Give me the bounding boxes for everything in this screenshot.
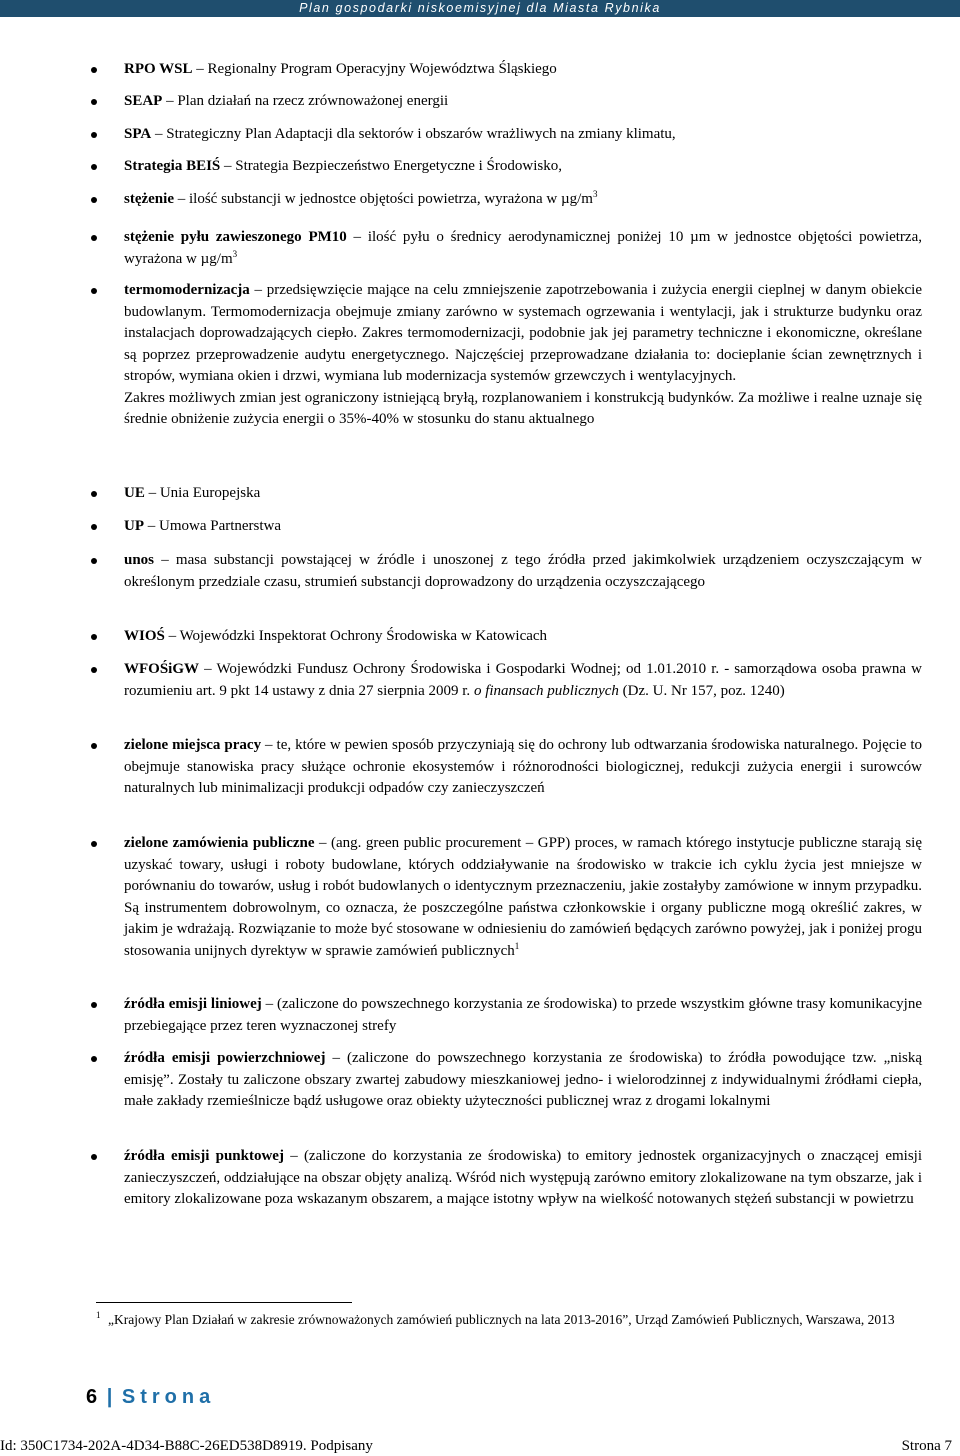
glossary-item-zielone-zamowienia: zielone zamówienia publiczne – (ang. green public procurement – GPP) proces, w ramach którego instytucje publiczne starają się uzyskać towary, usługi i roboty budowlane, których oddziaływanie na środowisko w trakcie ich cyklu życia jest mniejsze w porównaniu do towarów, usług i robót budowlanych o identycznym przeznaczeniu, jakie zostałyby zamówione w innym przypadku. Są instrumentem dobrowolnym, co oznacza, że poszczególne państwa członkowskie i organy publiczne mogą określić zakres, w jakim je wdrażają. Rozwiązanie to może być stosowane w odniesieniu do zamówień będących zarówno powyżej, jak i poniżej progu stosowania unijnych dyrektyw w sprawie zamówień publicznych$^1$ [124,833,922,962]
definition: te, które w pewien sposób przyczyniają się do ochrony lub odtwarzania środowiska naturalnego. Pojęcie to obejmuje stanowiska pracy służące ochronie ekosystemów i różnorodności biologicznej, redukcji zużycia energii i surowców naturalnych lub minimalizacji produkcji odpadów czy zanieczyszczeń [124,737,923,796]
page-indicator: Strona 7 [901,1438,952,1454]
term: UE [124,485,145,501]
footer-separator: | [106,1386,113,1408]
document-header: Plan gospodarki niskoemisyjnej dla Miasta Rybnika [0,0,960,17]
footnote [96,1310,926,1329]
glossary-item-strategia-beis: Strategia BEIŚ – Strategia Bezpieczeństwo Energetyczne i Środowisko, [124,156,922,178]
footnote-reference[interactable]: 1 [514,940,520,951]
bullet [91,558,97,564]
term: źródła emisji powierzchniowej [124,1050,326,1066]
footnote-text: „Krajowy Plan Działań w zakresie zrównoważonych zamówień publicznych na lata 2013-2016”, Urząd Zamówień Publicznych, Warszawa, 2013 [108,1312,895,1327]
glossary-item-emisja-powierzchniowa: źródła emisji powierzchniowej – (zaliczone do powszechnego korzystania ze środowiska) to źródła powodujące tzw. „niską emisję”. Zostały tu zaliczone obszary zwartej zabudowy mieszkaniowej jedno- i wielorodzinnej z indywidualnymi źródłami ciepła, małe zakłady rzemieślnicze bądź usługowe oraz obiekty użyteczności publicznej wraz z drogami lokalnymi [124,1048,922,1113]
definition: Strategiczny Plan Adaptacji dla sektorów i obszarów wrażliwych na zmiany klimatu, [166,126,676,142]
definition: (zaliczone do korzystania ze środowiska) to emitory jednostek organizacyjnych o znaczącej emisji zanieczyszczeń, oddziałujące na obszar objęty analizą. Wśród nich występują zarówno emitory zlokalizowane na tym obszarze, jak i emitory zlokalizowane poza wskazanym obszarem, a mające istotny wpływ na wielkość notowanych stężeń substancji w powietrzu [124,1148,922,1207]
footnote-mark: 1 [96,1310,101,1320]
signature-id-line [0,1437,960,1455]
glossary-item-stezenie: stężenie – ilość substancji w jednostce objętości powietrza, wyrażona w $\mu g/m^3$ [124,189,922,211]
term: stężenie [124,191,174,207]
definition: (ang. green public procurement – GPP) proces, w ramach którego instytucje publiczne starają się uzyskać towary, usługi i roboty budowlane, których oddziaływanie na środowisko w trakcie ich cyklu życia jest mniejsze w porównaniu do towarów, usług i robót budowlanych o identycznym przeznaczeniu, jakie zostałyby zamówione w innym przypadku. Są instrumentem dobrowolnym, co oznacza, że poszczególne państwa członkowskie i organy publiczne mogą określić zakres, w jakim je wdrażają. Rozwiązanie to może być stosowane w odniesieniu do zamówień będących zarówno powyżej, jak i poniżej progu stosowania unijnych dyrektyw w sprawie zamówień publicznych [124,835,922,959]
definition: Unia Europejska [159,485,261,501]
glossary-item-unos: unos – masa substancji powstającej w źródle i unoszonej z tego źródła przed jakimkolwiek urządzeniem oczyszczającym w określonym przedziale czasu, strumień substancji doprowadzony do urządzenia oczyszczającego [124,550,922,593]
term: UP [124,518,144,534]
term: stężenie pyłu zawieszonego PM10 [124,229,347,245]
bullet [91,67,97,73]
definition-continuation: Zakres możliwych zmian jest ograniczony istniejącą bryłą, rozplanowaniem i konstrukcją budynków. Za możliwe i realne uznaje się średnie obniżenie zużycia energii o 35%-40% w stosunku do stanu aktualnego [124,389,922,427]
glossary-item-seap: SEAP – Plan działań na rzecz zrównoważonej energii [124,91,922,113]
definition: Strategia Bezpieczeństwo Energetyczne i Środowisko, [235,158,562,174]
term: RPO WSL [124,61,193,77]
bullet [91,667,97,673]
glossary-item-wfosigw: WFOŚiGW – Wojewódzki Fundusz Ochrony Środowiska i Gospodarki Wodnej; od 1.01.2010 r. - samorządowa osoba prawna w rozumieniu art. 9 pkt 14 ustawy z dnia 27 sierpnia 2009 r. o finansach publicznych (Dz. U. Nr 157, poz. 1240) [124,659,922,702]
glossary-item-termomodernizacja: termomodernizacja – przedsięwzięcie mające na celu zmniejszenie zapotrzebowania i zużycia energii cieplnej w danym obiekcie budowlanym. Termomodernizacja obejmuje zmiany zarówno w systemach ogrzewania i wentylacji, jak i strukturze budynku oraz instalacjach doprowadzających ciepło. Zakres termomodernizacji, podobnie jak jej parametry techniczne i ekonomiczne, określane są poprzez przeprowadzenie audytu energetycznego. Najczęściej przeprowadzane działania to: docieplanie ścian zewnętrznych i stropów, wymiana okien i drzwi, wymiana lub modernizacja systemów grzewczych i wentylacyjnych. Zakres możliwych zmian jest ograniczony istniejącą bryłą, rozplanowaniem i konstrukcją budynków. Za możliwe i realne uznaje się średnie obniżenie zużycia energii o 35%-40% w stosunku do stanu aktualnego [124,280,922,431]
definition: Umowa Partnerstwa [159,518,282,534]
glossary-item-stezenie-pm10: stężenie pyłu zawieszonego PM10 – ilość pyłu o średnicy aerodynamicznej poniżej 10 µm w jednostce objętości powietrza, wyrażona w $\mu g/m^3$ [124,227,922,270]
term: termomodernizacja [124,282,250,298]
definition: Wojewódzki Fundusz Ochrony Środowiska i Gospodarki Wodnej; od 1.01.2010 r. - samorządowa osoba prawna w rozumieniu art. 9 pkt 14 ustawy z dnia 27 sierpnia 2009 r. [124,661,922,699]
term: zielone zamówienia publiczne [124,835,315,851]
glossary-item-wios: WIOŚ – Wojewódzki Inspektorat Ochrony Środowiska w Katowicach [124,626,922,648]
glossary-item-spa: SPA – Strategiczny Plan Adaptacji dla sektorów i obszarów wrażliwych na zmiany klimatu, [124,124,922,146]
definition: (zaliczone do powszechnego korzystania ze środowiska) to źródła powodujące tzw. „niską emisję”. Zostały tu zaliczone obszary zwartej zabudowy mieszkaniowej jedno- i wielorodzinnej z indywidualnymi źródłami ciepła, małe zakłady rzemieślnicze bądź usługowe oraz obiekty użyteczności publicznej wraz z drogami lokalnymi [124,1050,922,1109]
glossary-item-up: UP – Umowa Partnerstwa [124,516,922,538]
bullet [91,841,97,847]
term: WFOŚiGW [124,661,200,677]
bullet [91,1154,97,1160]
term: Strategia BEIŚ [124,158,221,174]
bullet [91,743,97,749]
bullet [91,634,97,640]
bullet [91,1002,97,1008]
bullet [91,99,97,105]
definition: ilość substancji w jednostce objętości powietrza, wyrażona w µg/m [188,191,593,207]
definition: Wojewódzki Inspektorat Ochrony Środowiska w Katowicach [179,628,548,644]
glossary-item-ue: UE – Unia Europejska [124,483,922,505]
term: SPA [124,126,152,142]
term: WIOŚ [124,628,165,644]
bullet [91,132,97,138]
definition: masa substancji powstającej w źródle i unoszonej z tego źródła przed jakimkolwiek urządzeniem oczyszczającym w określonym przedziale czasu, strumień substancji doprowadzony do urządzenia oczyszczającego [124,552,923,590]
document-id: Id: 350C1734-202A-4D34-B88C-26ED538D8919. Podpisany [0,1438,373,1454]
term: źródła emisji punktowej [124,1148,284,1164]
term: źródła emisji liniowej [124,996,262,1012]
glossary-item-emisja-liniowa: źródła emisji liniowej – (zaliczone do powszechnego korzystania ze środowiska) to przede wszystkim główne trasy komunikacyjne przebiegające przez teren wyznaczonej strefy [124,994,922,1037]
term: unos [124,552,155,568]
glossary-item-rpo-wsl: RPO WSL – Regionalny Program Operacyjny Województwa Śląskiego [124,59,922,81]
page-number: 6 [86,1386,98,1408]
definition: Plan działań na rzecz zrównoważonej energii [177,93,449,109]
bullet [91,197,97,203]
bullet [91,524,97,530]
term: SEAP [124,93,163,109]
bullet [91,491,97,497]
bullet [91,288,97,294]
italic-title: o finansach publicznych [473,682,619,699]
definition: ilość pyłu o średnicy aerodynamicznej poniżej 10 µm w jednostce objętości powietrza, wyrażona w µg/m [124,229,922,267]
definition: Regionalny Program Operacyjny Województwa Śląskiego [207,61,557,77]
page-number-footer [86,1386,215,1409]
definition: przedsięwzięcie mające na celu zmniejszenie zapotrzebowania i zużycia energii cieplnej w danym obiekcie budowlanym. Termomodernizacja obejmuje zmiany zarówno w systemach ogrzewania i wentylacji, jak i strukturze budynku oraz instalacjach doprowadzających ciepło. Zakres termomodernizacji, podobnie jak jej parametry techniczne i ekonomiczne, określane są poprzez przeprowadzenie audytu energetycznego. Najczęściej przeprowadzane działania to: docieplanie ścian zewnętrznych i stropów, wymiana okien i drzwi, wymiana lub modernizacja systemów grzewczych i wentylacyjnych. [124,282,922,384]
bullet [91,1056,97,1062]
bullet [91,164,97,170]
term: zielone miejsca pracy [124,737,262,753]
bullet [91,235,97,241]
glossary-item-emisja-punktowa: źródła emisji punktowej – (zaliczone do korzystania ze środowiska) to emitory jednostek organizacyjnych o znaczącej emisji zanieczyszczeń, oddziałujące na obszar objęty analizą. Wśród nich występują zarówno emitory zlokalizowane na tym obszarze, jak i emitory zlokalizowane poza wskazanym obszarem, a mające istotny wpływ na wielkość notowanych stężeń substancji w powietrzu [124,1146,922,1211]
footer-word: Strona [121,1386,216,1408]
footnote-separator [96,1302,352,1303]
glossary-item-zielone-miejsca-pracy: zielone miejsca pracy – te, które w pewien sposób przyczyniają się do ochrony lub odtwarzania środowiska naturalnego. Pojęcie to obejmuje stanowiska pracy służące ochronie ekosystemów i różnorodności biologicznej, redukcji zużycia energii i surowców naturalnych lub minimalizacji produkcji odpadów czy zanieczyszczeń [124,735,922,800]
definition: (zaliczone do powszechnego korzystania ze środowiska) to przede wszystkim główne trasy komunikacyjne przebiegające przez teren wyznaczonej strefy [124,996,923,1034]
